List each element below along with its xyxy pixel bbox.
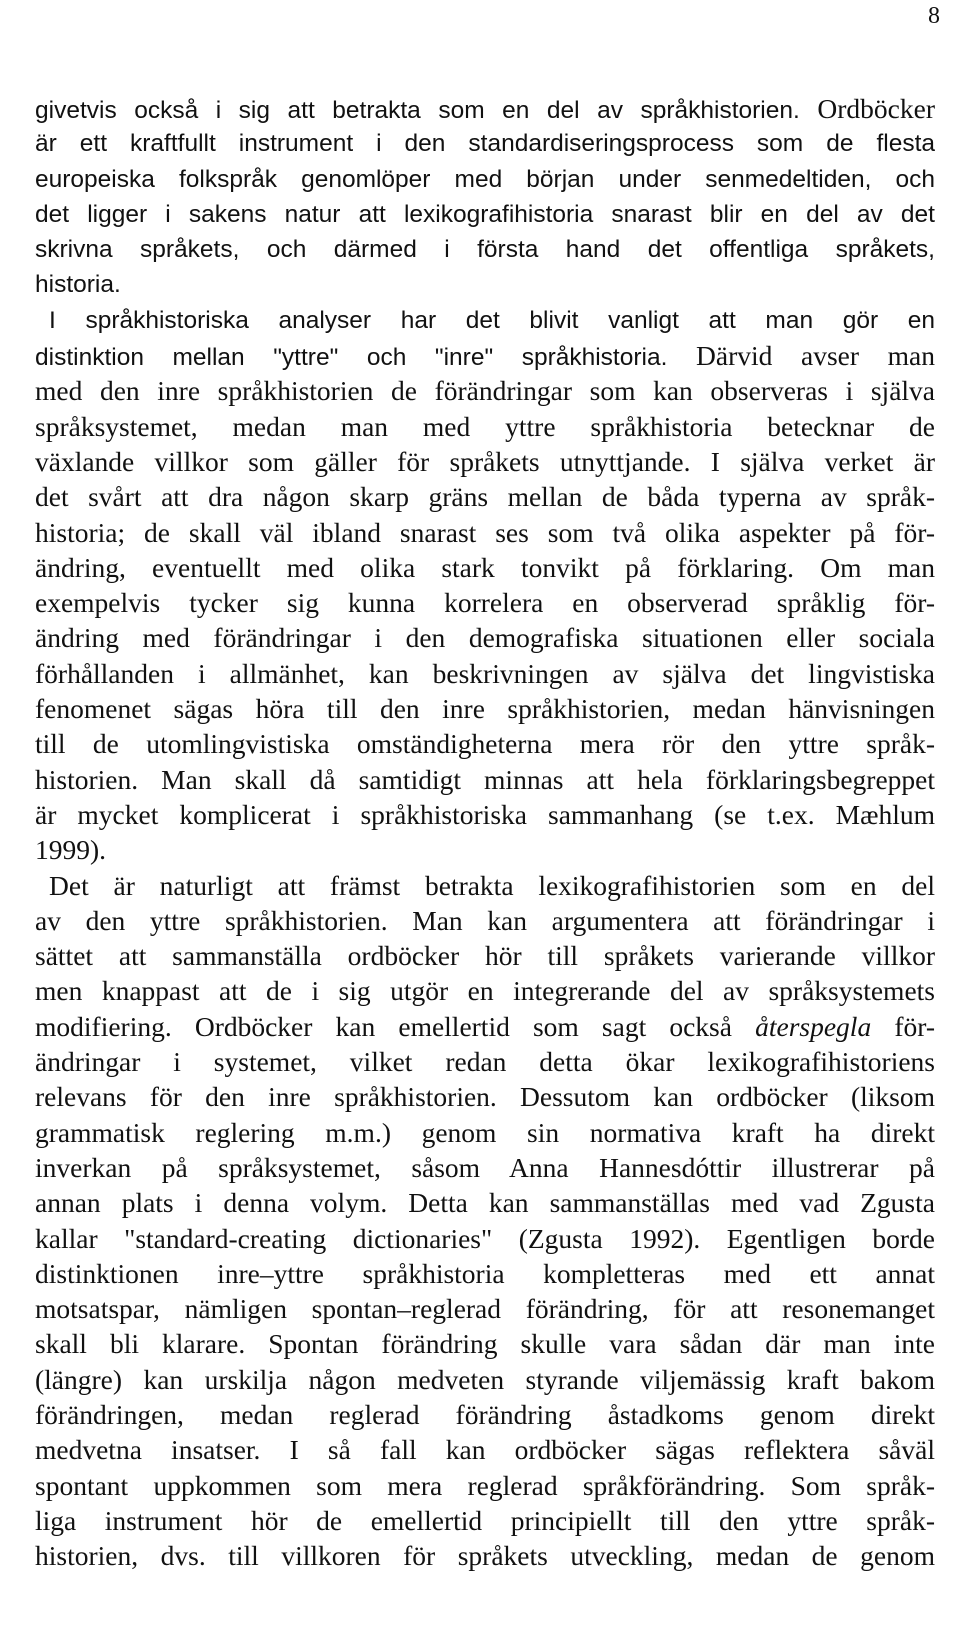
text-run: distinktion mellan "yttre" och "inre" språkhistoria. (35, 344, 668, 372)
text-run: växlande villkor som gäller för språkets utnyttjande. (35, 445, 691, 477)
text-line: historien, dvs. till villkoren för språkets utveckling, medan de genom (35, 1540, 935, 1572)
text-line: till de utomlingvistiska omständigheterna mera rör den yttre språk- (35, 728, 935, 760)
text-line: (längre) kan urskilja någon medveten styrande viljemässig kraft bakom (35, 1363, 935, 1395)
text-line: förhållanden i allmänhet, kan beskrivningen av själva det lingvistiska (35, 657, 935, 689)
text-line: förändringen, medan reglerad förändring åstadkoms genom direkt (35, 1398, 935, 1430)
text-line (35, 444, 935, 479)
text-line: grammatisk reglering m.m.) genom sin normativa kraft ha direkt (35, 1116, 935, 1148)
text-line: annan plats i denna volym. Detta kan sammanställas med vad Zgusta (35, 1187, 935, 1219)
emphasized-word: återspegla (755, 1010, 872, 1042)
text-line: 1999). (35, 834, 107, 866)
body-text (35, 91, 935, 1573)
text-run: Därvid avser man (696, 340, 935, 372)
text-line: motsatspar, nämligen spontan–reglerad förändring, för att resonemanget (35, 1293, 935, 1325)
text-line: inverkan på språksystemet, såsom Anna Hannesdóttir illustrerar på (35, 1151, 935, 1183)
text-line: det ligger i sakens natur att lexikografihistoria snarast blir en del av det (35, 200, 935, 228)
text-line: kallar "standard-creating dictionaries" (Zgusta 1992). Egentligen borde (35, 1222, 935, 1254)
text-line (35, 550, 935, 585)
text-line: skrivna språkets, och därmed i första hand det offentliga språkets, (35, 236, 935, 264)
text-line: liga instrument hör de emellertid principiellt till den yttre språk- (35, 1504, 935, 1536)
text-line: historia. (35, 271, 121, 299)
page-number: 8 (928, 3, 940, 29)
text-line: historien. Man skall då samtidigt minnas att hela förklaringsbegreppet (35, 763, 935, 795)
text-line: sättet att sammanställa ordböcker hör till språkets varierande villkor (35, 940, 935, 972)
text-line: är ett kraftfullt instrument i den standardiseringsprocess som de flesta (35, 130, 935, 158)
text-line: historia; de skall väl ibland snarast ses som två olika aspekter på för- (35, 516, 935, 548)
text-line (35, 1009, 935, 1044)
text-line (35, 91, 935, 126)
text-line: med den inre språkhistorien de förändringar som kan observeras i själva (35, 375, 935, 407)
text-line: men knappast att de i sig utgör en integrerande del av språksystemets (35, 975, 935, 1007)
text-line: relevans för den inre språkhistorien. Dessutom kan ordböcker (liksom (35, 1081, 935, 1113)
text-run: I själva verket är (710, 445, 935, 477)
text-run: ändring, eventuellt med olika stark tonvikt på förklaring. (35, 551, 795, 583)
text-line: I språkhistoriska analyser har det blivit vanligt att man gör en (49, 306, 935, 334)
text-line: spontant uppkommen som mera reglerad språkförändring. Som språk- (35, 1469, 935, 1501)
text-run: för- (871, 1010, 935, 1042)
text-line: europeiska folkspråk genomlöper med början under senmedeltiden, och (35, 165, 935, 193)
text-line: ändringar i systemet, vilket redan detta ökar lexikografihistoriens (35, 1046, 935, 1078)
text-line: av den yttre språkhistorien. Man kan argumentera att förändringar i (35, 904, 935, 936)
text-line: fenomenet sägas höra till den inre språkhistorien, medan hänvisningen (35, 693, 935, 725)
text-line: ändring med förändringar i den demografiska situationen eller sociala (35, 622, 935, 654)
text-run: Om man (820, 551, 936, 583)
text-line: distinktionen inre–yttre språkhistoria kompletteras med ett annat (35, 1257, 935, 1289)
text-run: modifiering. Ordböcker kan emellertid som sagt också (35, 1010, 756, 1042)
text-line: Det är naturligt att främst betrakta lexikografihistorien som en del (49, 869, 935, 901)
text-line: medvetna insatser. I så fall kan ordböcker sägas reflektera såväl (35, 1434, 935, 1466)
text-run: Ordböcker (817, 93, 935, 124)
text-line: skall bli klarare. Spontan förändring skulle vara sådan där man inte (35, 1328, 935, 1360)
text-line: det svårt att dra någon skarp gräns mellan de båda typerna av språk- (35, 481, 935, 513)
text-line (35, 338, 935, 373)
text-run: givetvis också i sig att betrakta som en del av språkhistorien. (35, 97, 800, 124)
text-line: exempelvis tycker sig kunna korrelera en observerad språklig för- (35, 587, 935, 619)
text-line: är mycket komplicerat i språkhistoriska sammanhang (se t.ex. Mæhlum (35, 798, 935, 830)
text-line: språksystemet, medan man med yttre språkhistoria betecknar de (35, 410, 935, 442)
